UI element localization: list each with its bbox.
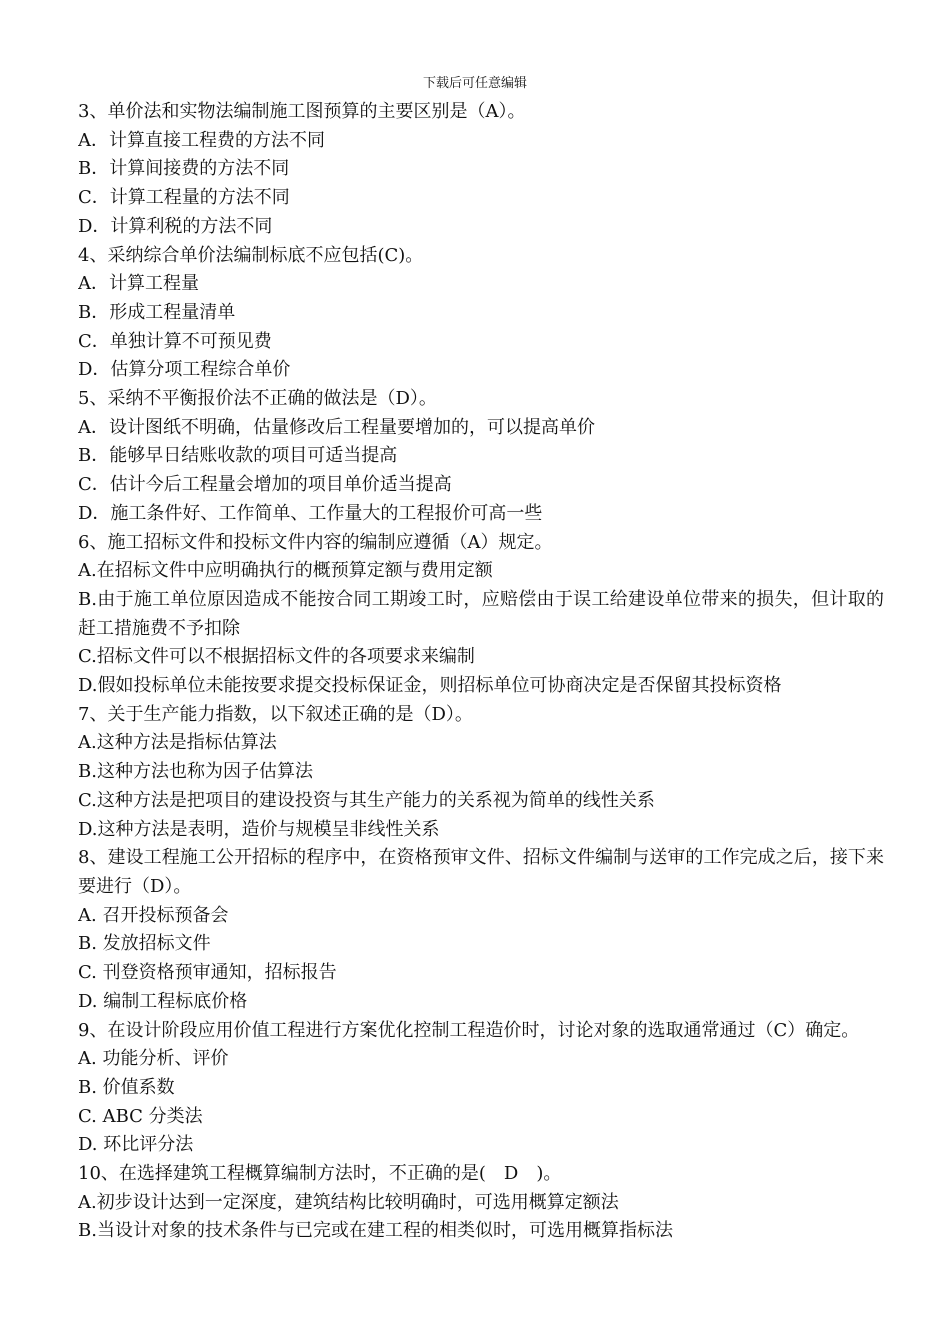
question-stem: 5、采纳不平衡报价法不正确的做法是（D）。 [78,388,437,410]
option: A．设计图纸不明确，估量修改后工程量要增加的，可以提高单价 [78,416,595,438]
question-stem: 9、在设计阶段应用价值工程进行方案优化控制工程造价时，讨论对象的选取通常通过（C）确定。 [78,1019,860,1041]
option: C．单独计算不可预见费 [78,330,272,352]
question [78,1160,884,1246]
option: A．计算工程量 [78,273,199,295]
question [78,701,884,845]
option: C.招标文件可以不根据招标文件的各项要求来编制 [78,646,475,668]
option: D．计算利税的方法不同 [78,215,273,237]
question-stem: 6、施工招标文件和投标文件内容的编制应遵循（A）规定。 [78,531,553,553]
option: D．施工条件好、工作简单、工作量大的工程报价可高一些 [78,502,543,524]
question-stem: 3、单价法和实物法编制施工图预算的主要区别是（A）。 [78,101,526,122]
option: B.这种方法也称为因子估算法 [78,761,313,783]
option: B. 价值系数 [78,1076,175,1098]
option: C.这种方法是把项目的建设投资与其生产能力的关系视为简单的线性关系 [78,789,655,811]
question-stem: 4、采纳综合单价法编制标底不应包括(C)。 [78,244,424,266]
option: D．估算分项工程综合单价 [78,359,291,381]
option: D. 环比评分法 [78,1134,194,1156]
option: B．形成工程量清单 [78,301,236,323]
question [78,529,884,701]
option: C．计算工程量的方法不同 [78,187,290,209]
option: B. 发放招标文件 [78,933,211,955]
option: A. 功能分析、评价 [78,1048,229,1070]
question-stem: 7、关于生产能力指数，以下叙述正确的是（D）。 [78,703,473,725]
question [78,98,884,242]
option: C. 刊登资格预审通知，招标报告 [78,962,337,984]
option: D. 编制工程标底价格 [78,990,248,1012]
option: A.在招标文件中应明确执行的概预算定额与费用定额 [78,560,493,582]
option: D.假如投标单位未能按要求提交投标保证金，则招标单位可协商决定是否保留其投标资格 [78,675,782,697]
option: B.当设计对象的技术条件与已完或在建工程的相类似时，可选用概算指标法 [78,1220,673,1242]
option: B.由于施工单位原因造成不能按合同工期竣工时，应赔偿由于误工给建设单位带来的损失，但计取的赶工措施费不予扣除 [78,588,884,639]
option: A.这种方法是指标估算法 [78,732,277,754]
option: A.初步设计达到一定深度，建筑结构比较明确时，可选用概算定额法 [78,1191,619,1213]
option: A．计算直接工程费的方法不同 [78,129,325,151]
header-note: 下载后可任意编辑 [422,76,527,91]
option: B．能够早日结账收款的项目可适当提高 [78,445,398,467]
option: C．估计今后工程量会增加的项目单价适当提高 [78,474,452,496]
option: A. 召开投标预备会 [78,904,229,926]
question-list [78,98,884,1246]
question-stem: 8、建设工程施工公开招标的程序中，在资格预审文件、招标文件编制与送审的工作完成之后，接下来要进行（D）。 [78,847,884,897]
option: D.这种方法是表明，造价与规模呈非线性关系 [78,818,440,840]
question [78,385,884,529]
option: C. ABC 分类法 [78,1105,203,1127]
option: B．计算间接费的方法不同 [78,158,290,180]
question [78,844,884,1016]
question [78,242,884,386]
question [78,1017,884,1161]
question-stem: 10、在选择建筑工程概算编制方法时，不正确的是( D )。 [78,1163,562,1185]
